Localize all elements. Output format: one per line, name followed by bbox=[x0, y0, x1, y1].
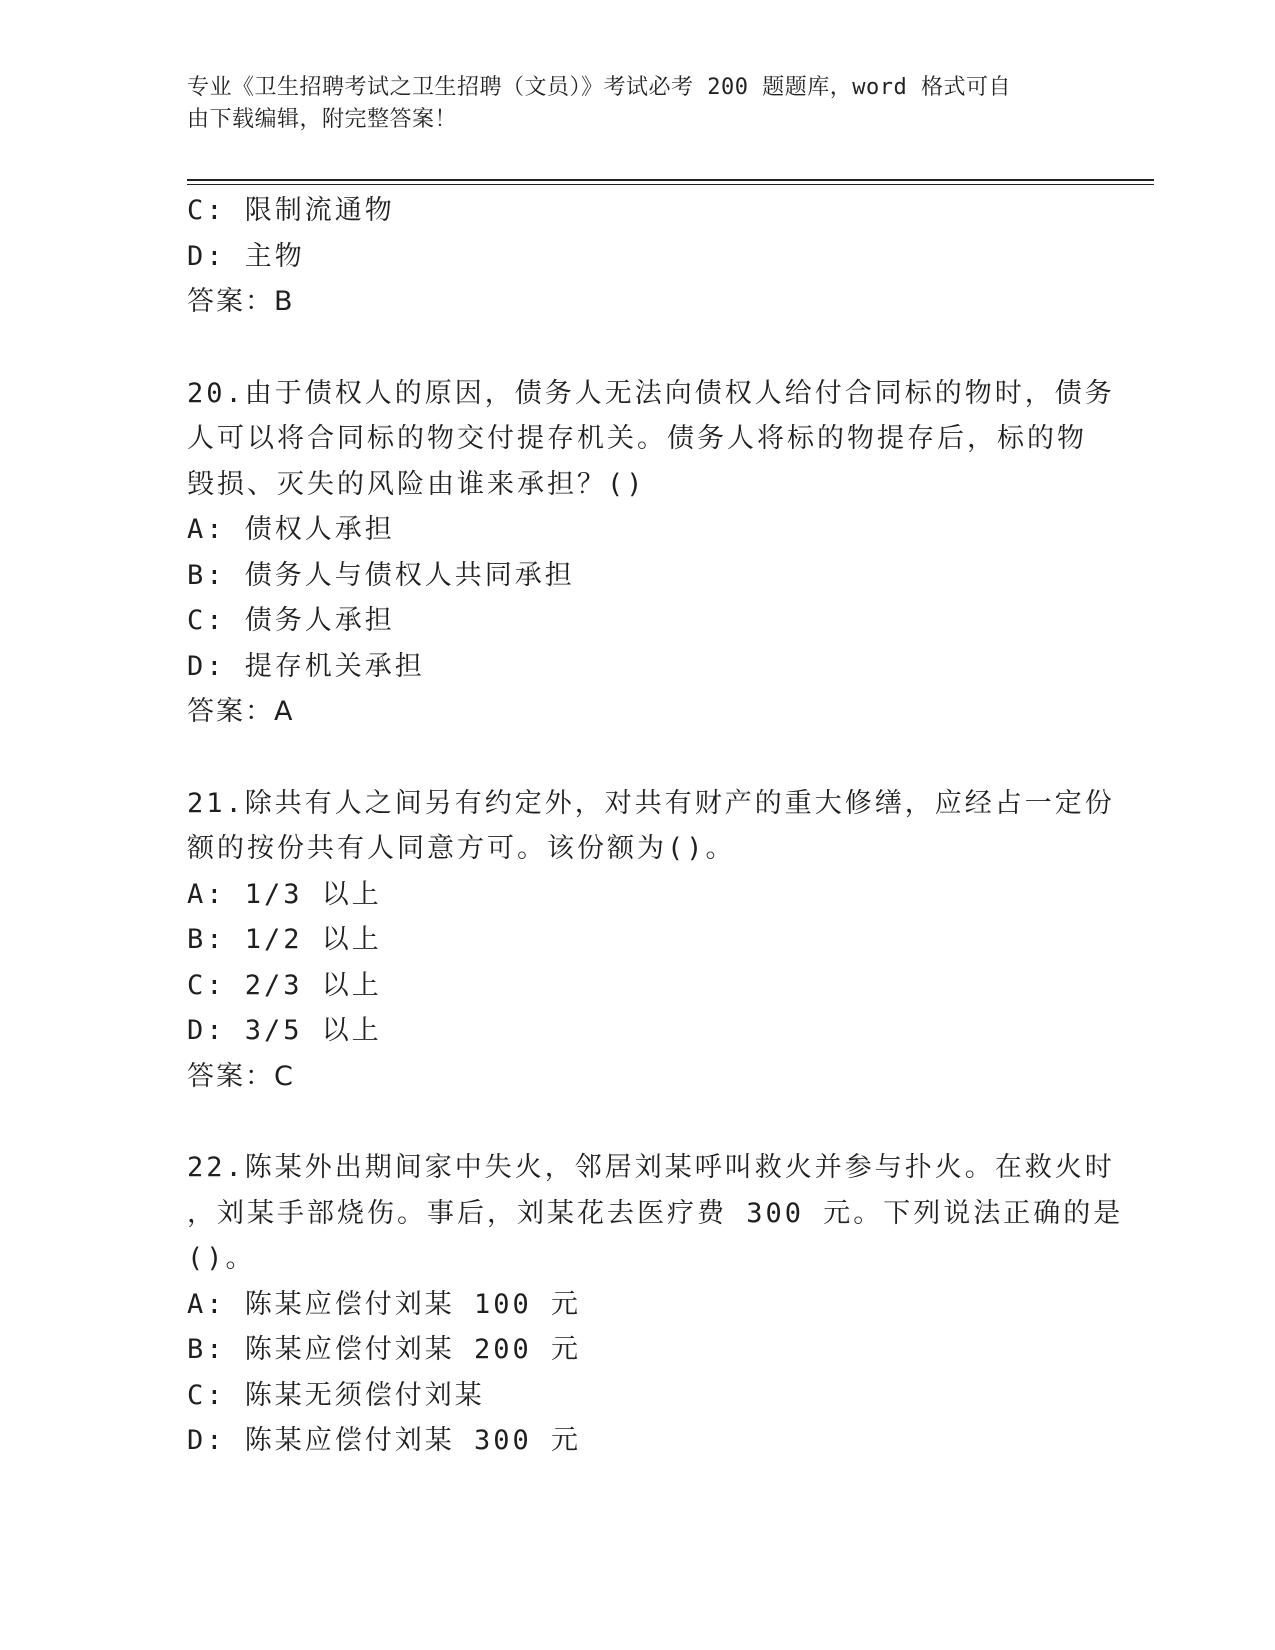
spacer bbox=[187, 325, 1087, 371]
header-divider-thin bbox=[187, 184, 1154, 185]
question-text: 额的按份共有人同意方可。该份额为()。 bbox=[187, 833, 736, 864]
question-text: 20.由于债权人的原因，债务人无法向债权人给付合同标的物时，债务 bbox=[187, 377, 1115, 409]
header-line-2: 由下载编辑，附完整答案！ bbox=[187, 107, 458, 132]
document-header bbox=[187, 72, 1067, 136]
question-block-20 bbox=[187, 371, 1115, 735]
question-text: 22.陈某外出期间家中失火，邻居刘某呼叫救火并参与扑火。在救火时 bbox=[187, 1152, 1115, 1183]
option-a: A: 1/3 以上 bbox=[187, 878, 382, 910]
option-d: D: 陈某应偿付刘某 300 元 bbox=[187, 1425, 582, 1456]
question-text: 毁损、灭失的风险由谁来承担？() bbox=[187, 468, 646, 500]
option-a: A: 陈某应偿付刘某 100 元 bbox=[187, 1288, 582, 1320]
spacer bbox=[187, 1099, 1087, 1145]
option-d: D: 3/5 以上 bbox=[187, 1015, 382, 1046]
question-block-prev bbox=[187, 188, 1087, 325]
spacer bbox=[187, 735, 1087, 781]
option-b: B: 1/2 以上 bbox=[187, 924, 382, 955]
header-line-1: 专业《卫生招聘考试之卫生招聘（文员）》考试必考 200 题题库，word 格式可自 bbox=[187, 75, 1011, 100]
option-b: B: 陈某应偿付刘某 200 元 bbox=[187, 1334, 582, 1365]
option-a: A: 债权人承担 bbox=[187, 514, 395, 545]
option-c: C: 限制流通物 bbox=[187, 195, 395, 226]
question-text: ()。 bbox=[187, 1243, 256, 1274]
option-b: B: 债务人与债权人共同承担 bbox=[187, 559, 575, 591]
header-divider-thick bbox=[187, 179, 1154, 181]
answer-line: 答案：B bbox=[187, 286, 295, 317]
question-text: 21.除共有人之间另有约定外，对共有财产的重大修缮，应经占一定份 bbox=[187, 787, 1115, 819]
option-d: D: 主物 bbox=[187, 240, 305, 272]
option-c: C: 债务人承担 bbox=[187, 605, 395, 636]
question-block-21 bbox=[187, 781, 1115, 1100]
option-d: D: 提存机关承担 bbox=[187, 650, 425, 682]
question-list bbox=[187, 188, 1124, 1464]
answer-line: 答案：C bbox=[187, 1060, 295, 1092]
answer-line: 答案：A bbox=[187, 696, 295, 727]
option-c: C: 2/3 以上 bbox=[187, 969, 382, 1001]
question-block-22 bbox=[187, 1145, 1124, 1464]
question-text: 人可以将合同标的物交付提存机关。债务人将标的物提存后，标的物 bbox=[187, 423, 1087, 454]
option-c: C: 陈某无须偿付刘某 bbox=[187, 1379, 485, 1411]
question-text: ，刘某手部烧伤。事后，刘某花去医疗费 300 元。下列说法正确的是 bbox=[187, 1197, 1124, 1229]
